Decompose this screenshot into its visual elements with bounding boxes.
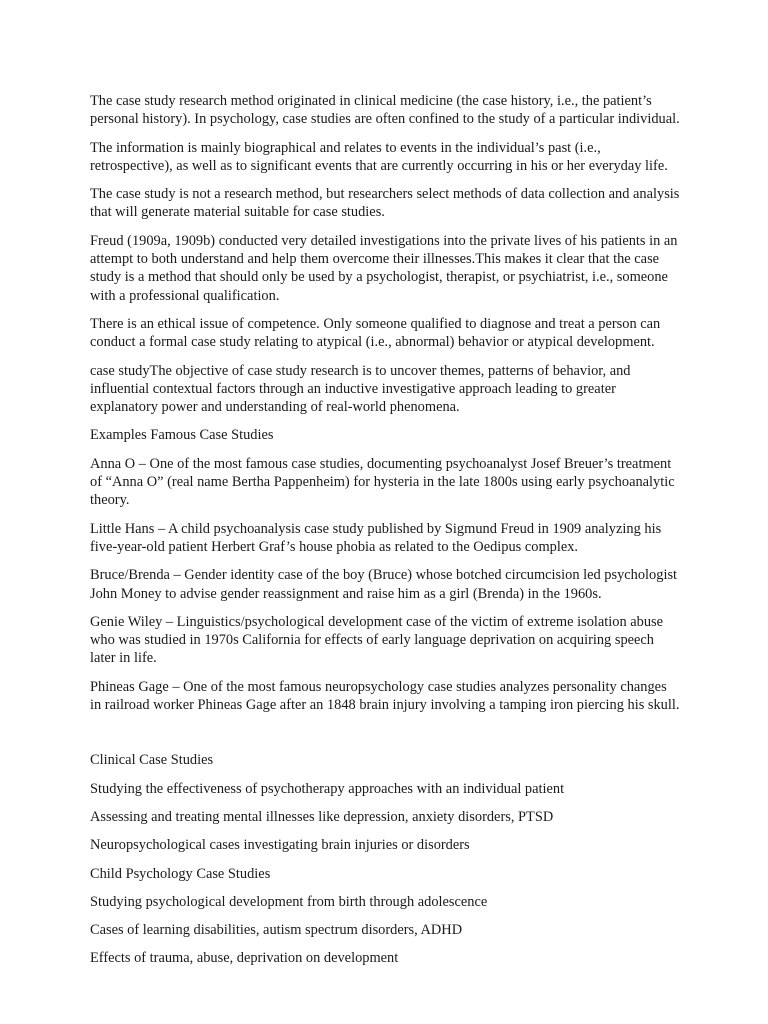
list-item: Studying the effectiveness of psychotherapy approaches with an individual patient (90, 780, 565, 797)
paragraph-anna-o: Anna O – One of the most famous case studies, documenting psychoanalyst Josef Breuer’s treatment of “Anna O” (real name Bertha Pappenheim) for hysteria in the late 1800s using early psychoanalytic theory. (90, 455, 675, 509)
paragraph-information: The information is mainly biographical and relates to events in the individual’s past (i.e., retrospective), as well as to significant events that are currently occurring in his or her everyday life. (90, 139, 668, 174)
paragraph-genie-wiley: Genie Wiley – Linguistics/psychological development case of the victim of extreme isolation abuse who was studied in 1970s California for effects of early language deprivation on acquiring speech later in life. (90, 613, 664, 667)
list-item: Effects of trauma, abuse, deprivation on development (90, 950, 399, 967)
paragraph-not-method: The case study is not a research method, but researchers select methods of data collection and analysis that will generate material suitable for case studies. (90, 186, 680, 221)
paragraph-origin: The case study research method originated in clinical medicine (the case history, i.e., the patient’s personal history). In psychology, case studies are often confined to the study of a particular individual. (90, 93, 680, 128)
heading-famous-examples: Examples Famous Case Studies (90, 427, 274, 444)
paragraph-phineas-gage: Phineas Gage – One of the most famous neuropsychology case studies analyzes personality changes in railroad worker Phineas Gage after an 1848 brain injury involving a tamping iron piercing his skull. (90, 678, 680, 714)
list-item: Studying psychological development from birth through adolescence (90, 893, 488, 910)
heading-clinical-case-studies: Clinical Case Studies (90, 752, 214, 769)
paragraph-freud: Freud (1909a, 1909b) conducted very detailed investigations into the private lives of his patients in an attempt to both understand and help them overcome their illnesses.This makes it clear that the case study is a method that should only be used by a psychologist, therapist, or psychiatrist, i.e., someone with a professional qualification. (90, 232, 678, 304)
heading-child-psychology-case-studies: Child Psychology Case Studies (90, 865, 271, 882)
document-page (90, 92, 680, 978)
paragraph-ethical-issue: There is an ethical issue of competence. Only someone qualified to diagnose and treat a person can conduct a formal case study relating to atypical (i.e., abnormal) behavior or atypical development. (90, 315, 661, 351)
paragraph-little-hans: Little Hans – A child psychoanalysis case study published by Sigmund Freud in 1909 analyzing his five-year-old patient Herbert Graf’s house phobia as related to the Oedipus complex. (90, 520, 662, 555)
section-spacer (90, 724, 680, 751)
list-item: Cases of learning disabilities, autism spectrum disorders, ADHD (90, 922, 463, 939)
list-item: Neuropsychological cases investigating brain injuries or disorders (90, 837, 470, 854)
paragraph-objective: case studyThe objective of case study research is to uncover themes, patterns of behavior, and influential contextual factors through an inductive investigative approach leading to greater explanatory power and understanding of real-world phenomena. (90, 362, 631, 416)
paragraph-bruce-brenda: Bruce/Brenda – Gender identity case of the boy (Bruce) whose botched circumcision led psychologist John Money to advise gender reassignment and raise him as a girl (Brenda) in the 1960s. (90, 567, 678, 602)
list-item: Assessing and treating mental illnesses like depression, anxiety disorders, PTSD (90, 808, 554, 825)
